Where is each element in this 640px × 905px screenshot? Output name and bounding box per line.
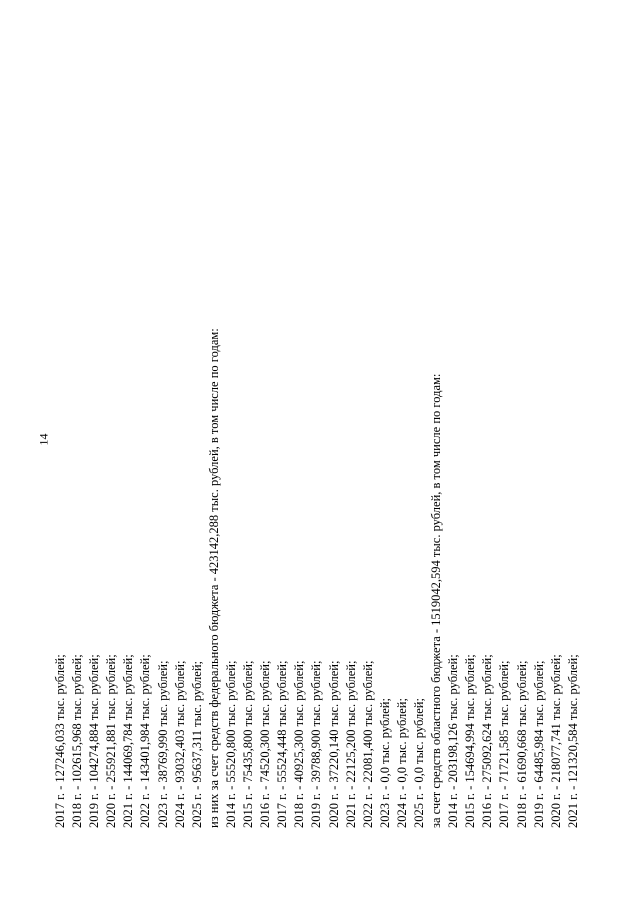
text-line: 2016 г. - 74520,300 тыс. рублей; <box>258 660 273 828</box>
text-line: 2025 г. - 0,0 тыс. рублей; <box>411 698 426 828</box>
text-line: 2019 г. - 64485,984 тыс. рублей; <box>531 660 546 828</box>
document-body <box>52 178 582 828</box>
text-line: 2018 г. - 61690,668 тыс. рублей; <box>514 660 529 828</box>
text-line: 2022 г. - 22081,400 тыс. рублей; <box>360 660 375 828</box>
text-line: 2020 г. - 255921,881 тыс. рублей; <box>104 654 119 828</box>
text-line: 2023 г. - 38769,990 тыс. рублей; <box>155 660 170 828</box>
text-line: 2019 г. - 104274,884 тыс. рублей; <box>87 654 102 828</box>
text-line: 2016 г. - 275092,624 тыс. рублей; <box>480 654 495 828</box>
text-line: 2014 г. - 203198,126 тыс. рублей; <box>446 654 461 828</box>
text-line: 2015 г. - 75435,800 тыс. рублей; <box>241 660 256 828</box>
text-line: 2019 г. - 39788,900 тыс. рублей; <box>309 660 324 828</box>
text-line: 2024 г. - 93032,403 тыс. рублей; <box>172 660 187 828</box>
text-line: 2021 г. - 144069,784 тыс. рублей; <box>121 654 136 828</box>
text-line: 2025 г. - 95637,311 тыс. рублей; <box>189 661 204 828</box>
text-line: 2024 г. - 0,0 тыс. рублей; <box>394 698 409 828</box>
text-line: 2022 г. - 143401,984 тыс. рублей; <box>138 654 153 828</box>
federal-budget-heading: из них за счет средств федерального бюджета - 423142,288 тыс. рублей, в том числе по годам: <box>206 328 221 828</box>
text-line: 2018 г. - 40925,300 тыс. рублей; <box>292 660 307 828</box>
text-line: 2018 г. - 102615,968 тыс. рублей; <box>70 654 85 828</box>
text-line: 2015 г. - 154694,994 тыс. рублей; <box>463 654 478 828</box>
text-line: 2017 г. - 71721,585 тыс. рублей; <box>497 660 512 828</box>
text-line: 2021 г. - 22125,200 тыс. рублей; <box>343 660 358 828</box>
page-number: 14 <box>36 433 51 446</box>
text-line: 2020 г. - 218077,741 тыс. рублей; <box>548 654 563 828</box>
text-line: 2020 г. - 37220,140 тыс. рублей; <box>326 660 341 828</box>
text-line: 2021 г. - 121320,584 тыс. рублей; <box>565 654 580 828</box>
text-line: 2017 г. - 55524,448 тыс. рублей; <box>275 660 290 828</box>
text-line: 2023 г. - 0,0 тыс. рублей; <box>377 698 392 828</box>
text-line: 2014 г. - 55520,800 тыс. рублей; <box>223 660 238 828</box>
text-line: 2017 г. - 127246,033 тыс. рублей; <box>53 654 67 828</box>
regional-budget-heading: за счет средств областного бюджета - 1519042,594 тыс. рублей, в том числе по годам: <box>429 373 444 828</box>
